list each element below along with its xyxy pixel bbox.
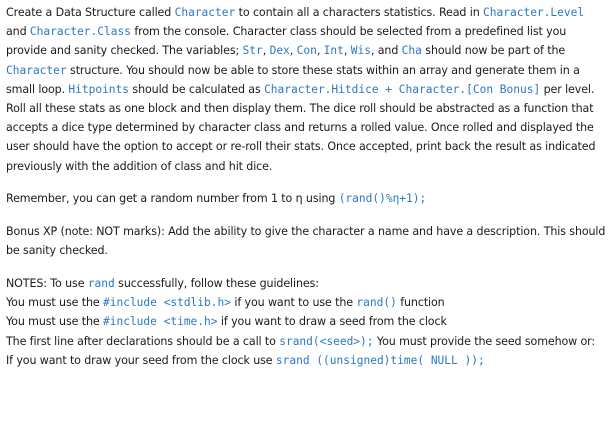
code-token: rand(): [356, 296, 397, 310]
code-token: Dex: [269, 44, 290, 58]
text-run: should now be part of the: [421, 44, 566, 58]
text-run: should be calculated as: [129, 82, 265, 96]
text-run: , and: [370, 44, 402, 58]
text-run: structure. You should now be able to store these stats within an array and generate them in a small loop.: [6, 63, 580, 96]
paragraph-gap: [6, 209, 606, 223]
code-token: Character.Level: [483, 6, 585, 19]
bonus-xp-paragraph: [6, 222, 606, 260]
text-run: if you want to use the: [230, 296, 357, 310]
code-token: Wis: [350, 44, 371, 58]
paragraph-gap: [6, 260, 606, 274]
text-run: ,: [289, 44, 297, 58]
code-token: Str: [242, 44, 263, 58]
text-run: You must use the: [6, 296, 103, 310]
code-token: Character.Hitdice + Character.[Con Bonus]: [264, 82, 541, 96]
text-run: and: [6, 25, 30, 39]
text-run: You must provide the seed somehow or:: [373, 334, 596, 348]
text-run: to contain all a characters statistics. Read in: [235, 6, 484, 19]
code-token: #include <time.h>: [103, 315, 218, 329]
text-run: You must use the: [6, 315, 103, 329]
text-run: ,: [343, 44, 351, 58]
code-token: srand ((unsigned)time( NULL ));: [275, 353, 485, 367]
code-token: rand: [87, 276, 115, 290]
code-token: Character: [6, 63, 67, 77]
code-token: Hitpoints: [68, 82, 130, 96]
code-token: Character.Class: [29, 25, 131, 39]
text-run: If you want to draw your seed from the clock use: [6, 353, 276, 367]
text-run: Create a Data Structure called: [6, 6, 175, 19]
code-token: Cha: [401, 44, 422, 58]
text-run: Remember, you can get a random number from 1 to η using: [6, 192, 339, 206]
text-run: ,: [316, 44, 324, 58]
text-run: from the console. Character class should be selected from a predefined list you provide and sanity checked. The variables;: [6, 25, 567, 58]
notes-paragraph: [6, 274, 606, 370]
text-run: ,: [262, 44, 270, 58]
code-token: (rand()%η+1);: [338, 192, 427, 206]
code-token: #include <stdlib.h>: [103, 296, 231, 310]
text-run: The first line after declarations should be a call to: [6, 334, 280, 348]
code-token: srand(<seed>);: [279, 334, 374, 348]
text-run: successfully, follow these guidelines:: [114, 276, 319, 290]
code-token: Character: [174, 6, 236, 19]
paragraph-gap: [6, 176, 606, 190]
text-run: function: [396, 296, 445, 310]
code-token: Int: [323, 44, 344, 58]
code-token: Con: [296, 44, 317, 58]
task-paragraph: [6, 3, 606, 176]
text-run: per level. Roll all these stats as one block and then display them. The dice roll should be abstracted as a function that accepts a dice type determined by character class and returns a rolled value. Once rolled and displayed the user should have the option to accept or re-roll their stats. Once accepted, print back the result as indicated previously with the addition of class and hit dice.: [6, 82, 596, 173]
text-run: NOTES: To use: [6, 276, 88, 290]
random-number-paragraph: [6, 189, 606, 208]
text-run: if you want to draw a seed from the clock: [217, 315, 447, 329]
text-run: Bonus XP (note: NOT marks): Add the ability to give the character a name and have a description. This should be sanity checked.: [6, 225, 606, 258]
